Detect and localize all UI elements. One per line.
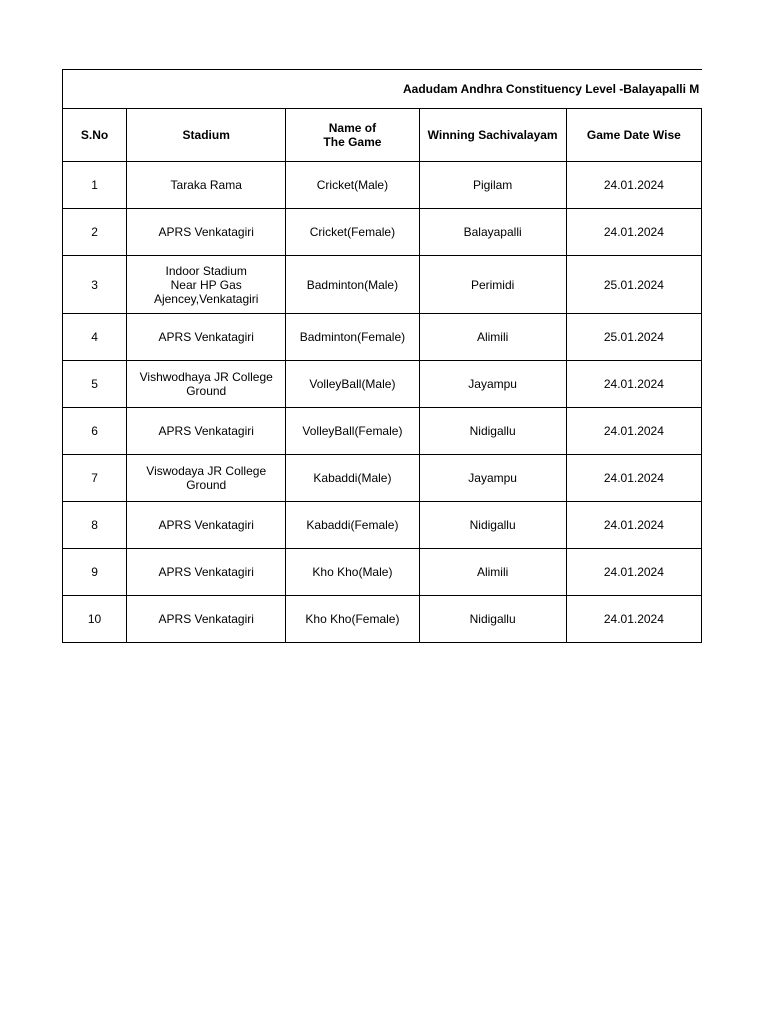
cell-sno: 1 xyxy=(63,162,127,209)
title-row xyxy=(63,70,702,109)
cell-game: Badminton(Male) xyxy=(286,256,419,314)
cell-winner: Jayampu xyxy=(419,361,566,408)
table-row xyxy=(63,314,702,361)
cell-sno: 7 xyxy=(63,455,127,502)
cell-date: 24.01.2024 xyxy=(566,549,701,596)
header-date: Game Date Wise xyxy=(566,109,701,162)
cell-sno: 6 xyxy=(63,408,127,455)
cell-stadium: APRS Venkatagiri xyxy=(127,314,286,361)
table-row xyxy=(63,408,702,455)
table-row xyxy=(63,162,702,209)
table-row xyxy=(63,502,702,549)
table-title: Aadudam Andhra Constituency Level -Balayapalli M xyxy=(403,82,699,96)
table-row xyxy=(63,209,702,256)
table-row xyxy=(63,455,702,502)
cell-game: Cricket(Male) xyxy=(286,162,419,209)
cell-game: Kho Kho(Male) xyxy=(286,549,419,596)
results-table xyxy=(62,69,702,643)
cell-game: VolleyBall(Male) xyxy=(286,361,419,408)
cell-stadium: Vishwodhaya JR College Ground xyxy=(127,361,286,408)
cell-sno: 9 xyxy=(63,549,127,596)
table-row xyxy=(63,361,702,408)
cell-date: 24.01.2024 xyxy=(566,162,701,209)
cell-winner: Nidigallu xyxy=(419,502,566,549)
cell-date: 24.01.2024 xyxy=(566,596,701,643)
cell-sno: 3 xyxy=(63,256,127,314)
cell-date: 24.01.2024 xyxy=(566,209,701,256)
cell-winner: Perimidi xyxy=(419,256,566,314)
cell-game: Kabaddi(Male) xyxy=(286,455,419,502)
table-title-cell xyxy=(63,70,702,109)
cell-date: 24.01.2024 xyxy=(566,361,701,408)
cell-sno: 4 xyxy=(63,314,127,361)
cell-date: 25.01.2024 xyxy=(566,256,701,314)
cell-sno: 5 xyxy=(63,361,127,408)
header-game: Name of The Game xyxy=(286,109,419,162)
cell-date: 24.01.2024 xyxy=(566,408,701,455)
cell-stadium: Indoor Stadium Near HP Gas Ajencey,Venkatagiri xyxy=(127,256,286,314)
header-winner: Winning Sachivalayam xyxy=(419,109,566,162)
cell-sno: 10 xyxy=(63,596,127,643)
cell-date: 24.01.2024 xyxy=(566,502,701,549)
cell-sno: 8 xyxy=(63,502,127,549)
cell-game: Kho Kho(Female) xyxy=(286,596,419,643)
table-row xyxy=(63,256,702,314)
cell-winner: Jayampu xyxy=(419,455,566,502)
cell-game: Kabaddi(Female) xyxy=(286,502,419,549)
table-row xyxy=(63,549,702,596)
table-row xyxy=(63,596,702,643)
cell-game: Cricket(Female) xyxy=(286,209,419,256)
cell-winner: Alimili xyxy=(419,314,566,361)
cell-stadium: APRS Venkatagiri xyxy=(127,596,286,643)
cell-stadium: APRS Venkatagiri xyxy=(127,408,286,455)
cell-winner: Balayapalli xyxy=(419,209,566,256)
cell-winner: Pigilam xyxy=(419,162,566,209)
cell-stadium: APRS Venkatagiri xyxy=(127,549,286,596)
cell-stadium: Taraka Rama xyxy=(127,162,286,209)
cell-game: VolleyBall(Female) xyxy=(286,408,419,455)
cell-winner: Nidigallu xyxy=(419,408,566,455)
cell-date: 24.01.2024 xyxy=(566,455,701,502)
results-sheet xyxy=(62,69,702,643)
cell-stadium: APRS Venkatagiri xyxy=(127,502,286,549)
cell-winner: Nidigallu xyxy=(419,596,566,643)
cell-stadium: APRS Venkatagiri xyxy=(127,209,286,256)
cell-sno: 2 xyxy=(63,209,127,256)
cell-stadium: Viswodaya JR College Ground xyxy=(127,455,286,502)
cell-game: Badminton(Female) xyxy=(286,314,419,361)
cell-date: 25.01.2024 xyxy=(566,314,701,361)
cell-winner: Alimili xyxy=(419,549,566,596)
header-row xyxy=(63,109,702,162)
header-sno: S.No xyxy=(63,109,127,162)
header-stadium: Stadium xyxy=(127,109,286,162)
